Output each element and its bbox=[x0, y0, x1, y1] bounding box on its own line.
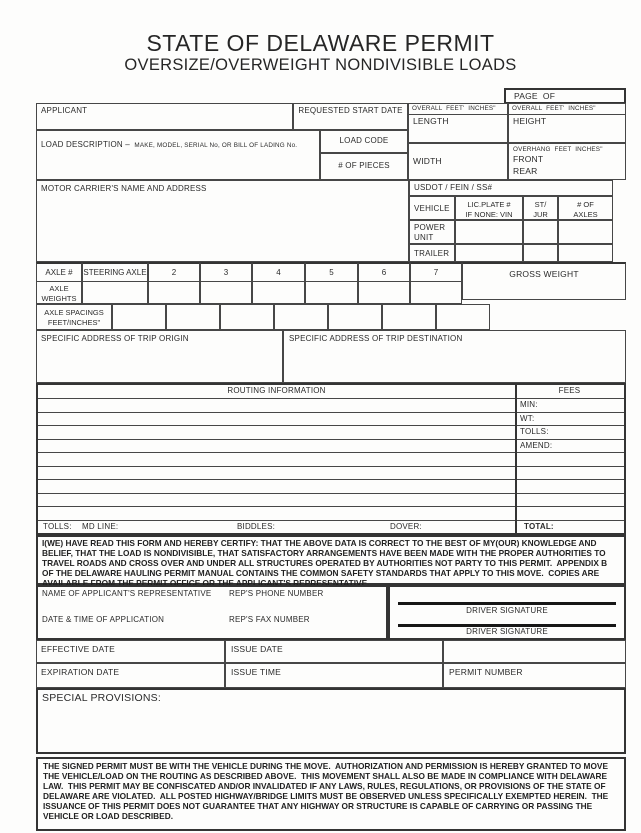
totals-total-label: TOTAL: bbox=[524, 522, 554, 531]
width-field bbox=[408, 143, 508, 180]
power-unit-line2: UNIT bbox=[414, 232, 434, 242]
axle-weights-label-cell bbox=[36, 281, 82, 304]
lic-plate-label-line2: IF NONE: VIN bbox=[465, 209, 513, 219]
row-divider bbox=[38, 466, 624, 467]
pieces-label: # OF PIECES bbox=[338, 161, 390, 171]
width-label: WIDTH bbox=[413, 156, 442, 166]
motor-carrier-label: MOTOR CARRIER'S NAME AND ADDRESS bbox=[41, 184, 207, 193]
rep-name-label: NAME OF APPLICANT'S REPRESENTATIVE bbox=[42, 589, 212, 598]
overhang-header: OVERHANG FEET INCHES" bbox=[513, 146, 603, 153]
axle-weights-line1: AXLE bbox=[49, 284, 69, 293]
power-unit-line1: POWER bbox=[414, 223, 446, 232]
axle-weight-cell bbox=[358, 281, 410, 304]
trip-origin-label: SPECIFIC ADDRESS OF TRIP ORIGIN bbox=[41, 334, 189, 343]
rep-fax-label: REP'S FAX NUMBER bbox=[229, 615, 310, 624]
lic-plate-label-line1: LIC.PLATE # bbox=[467, 200, 511, 209]
trailer-axles-cell bbox=[558, 244, 613, 262]
fee-tolls-label: TOLLS: bbox=[520, 427, 549, 436]
permit-number-label: PERMIT NUMBER bbox=[449, 667, 523, 677]
power-unit-stjur-cell bbox=[523, 220, 558, 244]
axle-weights-line2: WEIGHTS bbox=[41, 293, 77, 303]
expiration-date-field bbox=[36, 663, 225, 688]
certification-text: I(WE) HAVE READ THIS FORM AND HEREBY CERTIFY: THAT THE ABOVE DATA IS CORRECT TO THE BEST OF MY(OUR) KNOWLEDGE AND BELIEF, THAT THE LOAD IS NONDIVISIBLE, THAT SATISFACTORY ARRANGEMENTS HAVE BEEN MADE WITH THE PROPER AUTHORITIES TO TRAVEL ROADS AND CROSS OVER AND UNDER ALL STRUCTURES OPERATED BY AUTHORITIES NOT PARTY TO THIS PERMIT. APPENDIX B OF THE DELAWARE HAULING PERMIT MANUAL CONTAINS THE COMMON SAFETY STANDARDS THAT APPLY TO THIS MOVE. COPIES ARE AVAILABLE FROM THE PERMIT OFFICE OR THE APPLICANT'S REPRESENTATIVE. bbox=[42, 538, 610, 588]
axle-weight-cell bbox=[200, 281, 252, 304]
usdot-header-cell bbox=[409, 180, 613, 196]
trip-destination-field bbox=[283, 330, 626, 383]
fee-wt-label: WT: bbox=[520, 414, 535, 423]
special-provisions-box bbox=[36, 688, 626, 754]
power-unit-label-cell bbox=[409, 220, 455, 244]
axle-spacing-cell bbox=[328, 304, 382, 330]
power-unit-plate-cell bbox=[455, 220, 523, 244]
st-label-line2: JUR bbox=[533, 209, 548, 219]
totals-tolls-label: TOLLS: bbox=[43, 522, 72, 531]
page-of-label: PAGE OF bbox=[514, 91, 556, 101]
length-label: LENGTH bbox=[413, 116, 449, 126]
load-description-note: MAKE, MODEL, SERIAL No, OR BILL OF LADING No. bbox=[134, 142, 298, 149]
height-label: HEIGHT bbox=[513, 116, 547, 126]
trailer-stjur-cell bbox=[523, 244, 558, 262]
axle-weight-cell bbox=[252, 281, 305, 304]
row-divider bbox=[38, 520, 624, 521]
page-of-box bbox=[504, 88, 626, 104]
fees-header: FEES bbox=[558, 386, 581, 395]
row-divider bbox=[38, 439, 624, 440]
trailer-label: TRAILER bbox=[414, 249, 450, 258]
axle-col-steering: STEERING AXLE bbox=[82, 262, 148, 282]
length-field bbox=[408, 103, 508, 143]
motor-carrier-field bbox=[36, 180, 409, 262]
axle-col-3: 3 bbox=[200, 262, 252, 282]
effective-date-field bbox=[36, 640, 225, 663]
rep-phone-label: REP'S PHONE NUMBER bbox=[229, 589, 324, 598]
gross-weight-cell bbox=[462, 262, 626, 300]
issue-date-field bbox=[225, 640, 443, 663]
applicant-label: APPLICANT bbox=[41, 106, 88, 115]
overhang-rear-label: REAR bbox=[513, 165, 538, 176]
totals-biddles-label: BIDDLES: bbox=[237, 522, 276, 531]
applicant-field bbox=[36, 103, 293, 130]
fee-min-label: MIN: bbox=[520, 400, 538, 409]
length-overall-header: OVERALL FEET' INCHES" bbox=[409, 104, 507, 115]
totals-dover-label: DOVER: bbox=[390, 522, 422, 531]
special-provisions-label: SPECIAL PROVISIONS: bbox=[42, 692, 161, 704]
issue-date-label: ISSUE DATE bbox=[231, 644, 283, 654]
axle-weight-cell bbox=[305, 281, 358, 304]
axle-spacing-cell bbox=[220, 304, 274, 330]
requested-start-date-field bbox=[293, 103, 408, 130]
axle-spacing-cell bbox=[274, 304, 328, 330]
axle-spacings-label-cell bbox=[36, 304, 112, 330]
footer-notice-box bbox=[36, 757, 626, 831]
vehicle-header-cell bbox=[409, 196, 455, 220]
row-divider bbox=[38, 425, 624, 426]
height-field bbox=[508, 103, 626, 143]
axle-col-7: 7 bbox=[410, 262, 462, 282]
row-divider bbox=[38, 398, 624, 399]
trailer-plate-cell bbox=[455, 244, 523, 262]
axle-weight-cell bbox=[410, 281, 462, 304]
trip-origin-field bbox=[36, 330, 283, 383]
axles-label-line1: # OF bbox=[577, 200, 594, 209]
page-subtitle: OVERSIZE/OVERWEIGHT NONDIVISIBLE LOADS bbox=[124, 56, 517, 74]
permit-number-field bbox=[443, 663, 626, 688]
st-label-line1: ST/ bbox=[534, 200, 547, 209]
height-overall-header: OVERALL FEET' INCHES" bbox=[509, 104, 625, 115]
driver-signature-box bbox=[388, 585, 626, 640]
st-jur-header-cell bbox=[523, 196, 558, 220]
axle-spacings-line1: AXLE SPACINGS bbox=[44, 308, 104, 317]
routing-section bbox=[36, 383, 626, 535]
axle-col-2: 2 bbox=[148, 262, 200, 282]
axle-number-header: AXLE # bbox=[36, 262, 82, 282]
load-description-label: LOAD DESCRIPTION – bbox=[41, 140, 130, 149]
row-divider bbox=[38, 493, 624, 494]
expiration-date-label: EXPIRATION DATE bbox=[41, 667, 120, 677]
usdot-label: USDOT / FEIN / SS# bbox=[414, 183, 493, 192]
load-code-label: LOAD CODE bbox=[339, 136, 389, 146]
issuance-empty-cell bbox=[443, 640, 626, 663]
overhang-front-label: FRONT bbox=[513, 153, 544, 164]
axle-col-4: 4 bbox=[252, 262, 305, 282]
driver-signature-label: DRIVER SIGNATURE bbox=[466, 606, 548, 615]
pieces-field bbox=[320, 153, 408, 180]
footer-notice-text: THE SIGNED PERMIT MUST BE WITH THE VEHICLE DURING THE MOVE. AUTHORIZATION AND PERMISSION IS HEREBY GRANTED TO MOVE THE VEHICLE/LOAD ON THE ROUTING AS DESCRIBED ABOVE. THIS MOVEMENT SHALL ALSO BE MADE IN COMPLIANCE WITH DELAWARE LAW. THIS PERMIT MAY BE CONFISCATED AND/OR INVALIDATED IF ANY LAWS, RULES, REGULATIONS, OR PROVISIONS OF THE STATE OF DELAWARE ARE VIOLATED. ALL POSTED HIGHWAY/BRIDGE LIMITS MUST BE OBSERVED UNLESS SPECIFICALLY EXEMPTED HEREIN. THE ISSUANCE OF THIS PERMIT DOES NOT GUARANTEE THAT ANY HIGHWAY OR STRUCTURE IS CAPABLE OF CARRYING OR PASSING THE VEHICLE OR LOAD DESCRIBED. bbox=[43, 761, 611, 821]
requested-start-date-label: REQUESTED START DATE bbox=[298, 106, 403, 115]
axle-col-5: 5 bbox=[305, 262, 358, 282]
issue-time-field bbox=[225, 663, 443, 688]
issue-time-label: ISSUE TIME bbox=[231, 667, 282, 677]
axle-spacing-cell bbox=[166, 304, 220, 330]
load-code-field bbox=[320, 130, 408, 153]
effective-date-label: EFFECTIVE DATE bbox=[41, 644, 115, 654]
fee-amend-label: AMEND: bbox=[520, 441, 553, 450]
fees-column-divider bbox=[515, 385, 517, 520]
axles-header-cell bbox=[558, 196, 613, 220]
routing-header: ROUTING INFORMATION bbox=[227, 386, 326, 395]
row-divider bbox=[38, 479, 624, 480]
axle-col-6: 6 bbox=[358, 262, 410, 282]
trip-destination-label: SPECIFIC ADDRESS OF TRIP DESTINATION bbox=[289, 334, 463, 343]
axle-spacing-cell bbox=[382, 304, 436, 330]
axle-weight-cell bbox=[82, 281, 148, 304]
axles-label-line2: AXLES bbox=[573, 209, 598, 219]
axle-spacing-cell bbox=[112, 304, 166, 330]
overhang-field bbox=[508, 143, 626, 180]
trailer-label-cell bbox=[409, 244, 455, 262]
row-divider bbox=[38, 452, 624, 453]
row-divider bbox=[38, 412, 624, 413]
row-divider bbox=[38, 506, 624, 507]
totals-mdline-label: MD LINE: bbox=[82, 522, 119, 531]
vehicle-label: VEHICLE bbox=[414, 204, 450, 213]
page-title: STATE OF DELAWARE PERMIT bbox=[146, 30, 495, 56]
certification-box bbox=[36, 535, 626, 588]
signature-rule bbox=[398, 602, 616, 605]
axle-weight-cell bbox=[148, 281, 200, 304]
rep-datetime-label: DATE & TIME OF APPLICATION bbox=[42, 615, 165, 624]
axle-spacing-cell bbox=[436, 304, 490, 330]
driver-signature-label: DRIVER SIGNATURE bbox=[466, 627, 548, 636]
lic-plate-header-cell bbox=[455, 196, 523, 220]
load-description-field bbox=[36, 130, 320, 180]
representative-box bbox=[36, 585, 388, 640]
axle-spacings-line2: FEET/INCHES" bbox=[47, 317, 101, 327]
total-column-divider bbox=[515, 520, 517, 535]
power-unit-axles-cell bbox=[558, 220, 613, 244]
gross-weight-label: GROSS WEIGHT bbox=[509, 269, 579, 279]
